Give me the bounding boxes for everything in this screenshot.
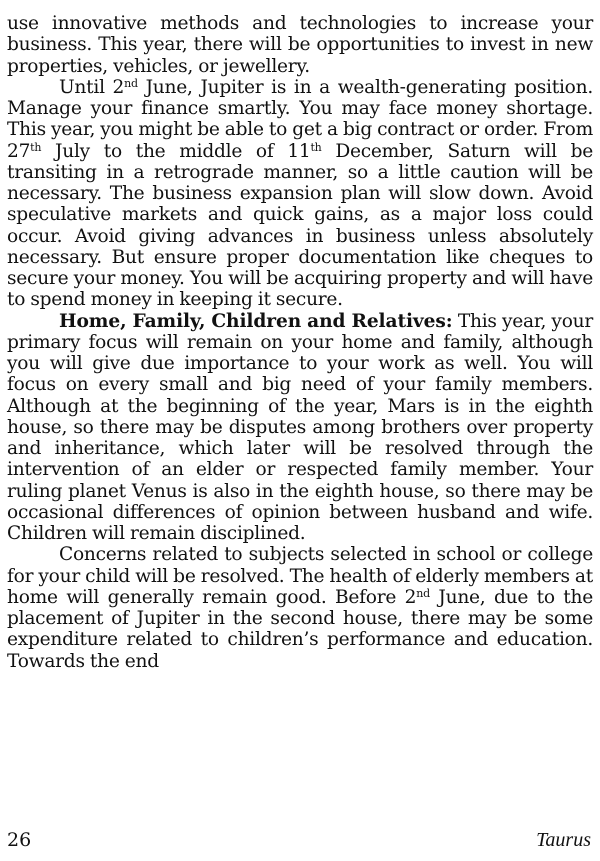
ordinal-suffix: nd	[124, 76, 138, 90]
ordinal-suffix: th	[30, 140, 42, 154]
ordinal-suffix: nd	[416, 586, 430, 600]
text-segment: June, due to the placement of Jupiter in the second house, there may be some expenditure related to children’s performance and education. Towards the end	[7, 586, 593, 672]
paragraph-home-family	[7, 311, 593, 545]
page-number: 26	[7, 829, 32, 851]
paragraph-children-education	[7, 544, 593, 672]
text-segment: December, Saturn will be transiting in a retrograde manner, so a little caution will be necessary. The business expansion plan will slow down. Avoid speculative markets and quick gains, as a major loss could occur. Avoid giving advances in business unless absolutely necessary. But ensure proper documentation like cheques to secure your money. You will be acquiring property and will have to spend money in keeping it secure.	[7, 140, 594, 311]
text-segment: July to the middle of 11	[41, 140, 311, 162]
text-segment: Until 2	[59, 76, 125, 98]
text-segment: This year, your primary focus will remain on your home and family, although you will give due importance to your work as well. You will focus on every small and big need of your family members. Although at the beginning of the year, Mars is in the eighth house, so there may be disputes among brothers over property and inheritance, which later will be resolved through the intervention of an elder or respected family member. Your ruling planet Venus is also in the eighth house, so there may be occasional differences of opinion between husband and wife. Children will remain disciplined.	[7, 310, 593, 544]
text-segment: Concerns related to subjects selected in school or college for your child will be resolved. The health of elderly members at home will generally remain good. Before 2	[7, 544, 593, 608]
paragraph-jupiter-finance	[7, 77, 593, 311]
section-heading: Home, Family, Children and Relatives:	[59, 310, 453, 332]
ordinal-suffix: th	[310, 140, 322, 154]
page-body	[7, 13, 593, 672]
running-title: Taurus	[536, 829, 591, 851]
text-segment: June, Jupiter is in a wealth-generating position. Manage your finance smartly. You may face money shortage. This year, you might be able to get a big contract or order. From 27	[7, 76, 593, 162]
paragraph-business-continued: use innovative methods and technologies to increase your business. This year, there will be opportunities to invest in new properties, vehicles, or jewellery.	[7, 13, 593, 77]
page-footer	[7, 829, 591, 851]
